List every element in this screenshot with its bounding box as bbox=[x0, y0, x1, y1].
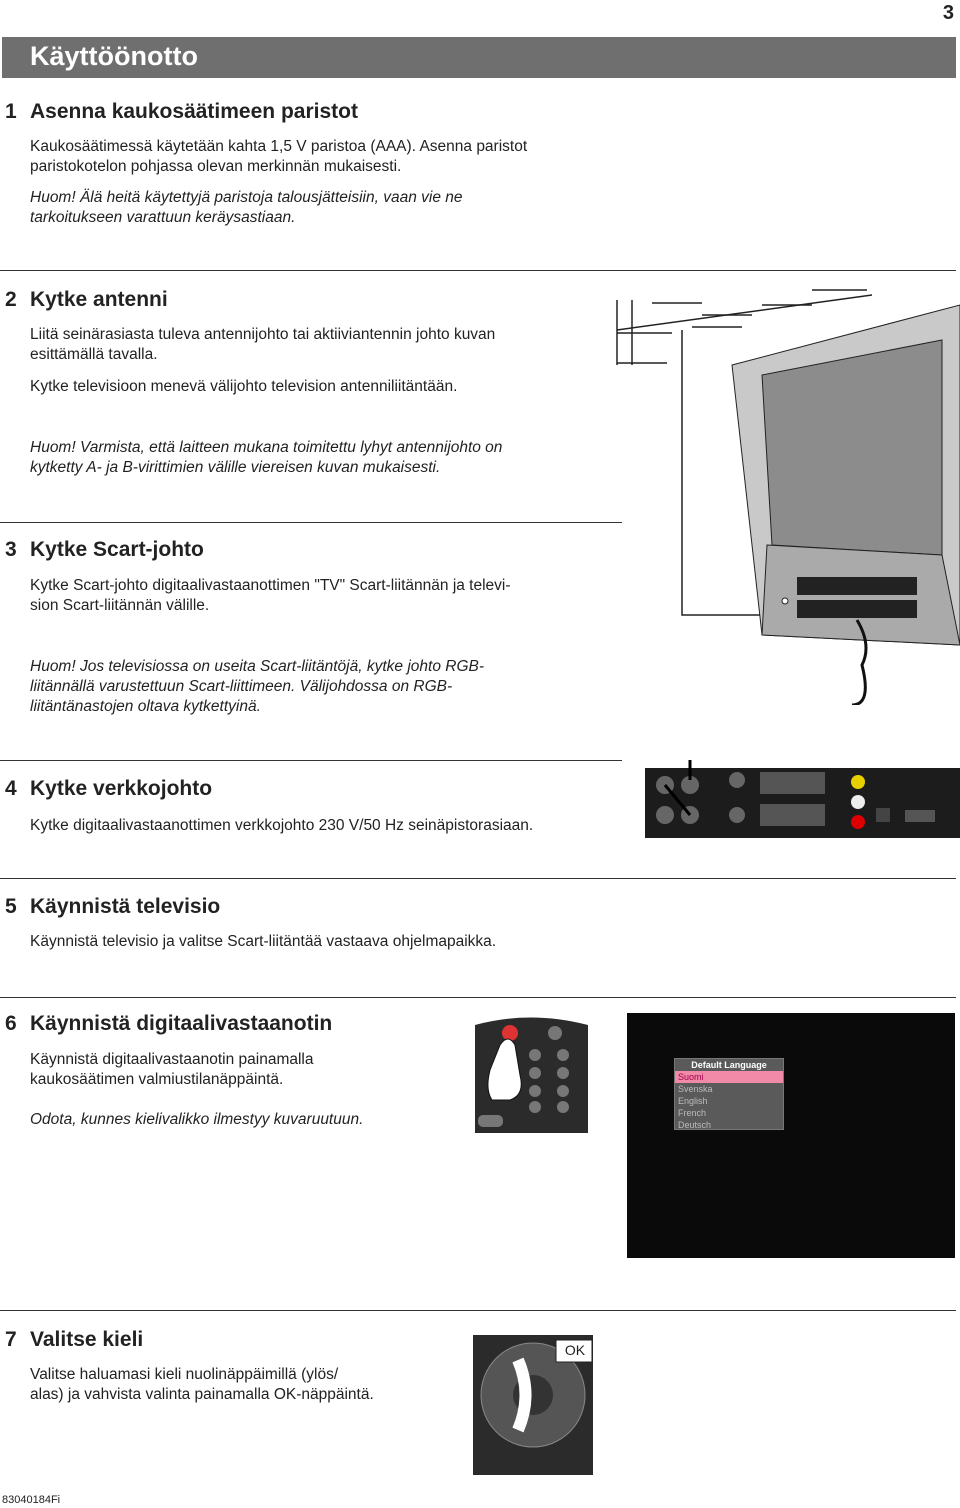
step-text: Kytke Scart-johto digitaalivastaanottimen "TV" Scart-liitännän ja televi- sion Scart-liitännän välille. bbox=[30, 577, 511, 614]
divider bbox=[0, 522, 622, 523]
step-text: Valitse haluamasi kieli nuolinäppäimillä (ylös/ alas) ja vahvista valinta painamalla OK-näppäintä. bbox=[30, 1366, 374, 1403]
step-text: Liitä seinärasiasta tuleva antennijohto tai aktiiviantennin johto kuvan esittämällä tavalla. Kytke televisioon menevä välijohto television antenniliitäntään. bbox=[30, 326, 496, 395]
title-bar bbox=[2, 37, 956, 78]
step-number: 6 bbox=[5, 1012, 17, 1035]
ok-label: OK bbox=[564, 1342, 586, 1358]
page-title: Käyttöönotto bbox=[30, 41, 198, 71]
step-note: Huom! Älä heitä käytettyjä paristoja talousjätteisiin, vaan vie ne tarkoitukseen varattuun keräysastiaan. bbox=[30, 189, 463, 226]
step-text: Kaukosäätimessä käytetään kahta 1,5 V paristoa (AAA). Asenna paristot paristokotelon pohjassa olevan merkinnän mukaisesti. bbox=[30, 138, 528, 175]
step-number: 2 bbox=[5, 288, 17, 311]
divider bbox=[0, 1310, 956, 1311]
language-option[interactable]: Deutsch bbox=[678, 1120, 712, 1130]
step-number: 4 bbox=[5, 777, 17, 800]
step-note: Huom! Varmista, että laitteen mukana toimitettu lyhyt antennijohto on kytketty A- ja B-virittimien välille viereisen kuvan mukaisesti. bbox=[30, 439, 503, 476]
step-text: Käynnistä televisio ja valitse Scart-liitäntää vastaava ohjelmapaikka. bbox=[30, 933, 497, 950]
antenna-tv-illustration bbox=[612, 285, 960, 705]
receiver-back-panel bbox=[640, 760, 960, 842]
step-heading: Valitse kieli bbox=[30, 1328, 144, 1351]
tv-screen bbox=[627, 1013, 955, 1258]
divider bbox=[0, 878, 956, 879]
step-text: Käynnistä digitaalivastaanotin painamalla kaukosäätimen valmiustilanäppäintä. bbox=[30, 1051, 314, 1088]
remote-standby-illustration bbox=[470, 1015, 592, 1135]
language-option[interactable]: French bbox=[678, 1108, 707, 1118]
step-heading: Käynnistä digitaalivastaanotin bbox=[30, 1012, 333, 1035]
step-heading: Käynnistä televisio bbox=[30, 895, 221, 918]
divider bbox=[0, 997, 956, 998]
step-heading: Kytke Scart-johto bbox=[30, 538, 204, 561]
step-note: Huom! Jos televisiossa on useita Scart-liitäntöjä, kytke johto RGB- liitännällä varustettuun Scart-liittimeen. Välijohdossa on RGB- liitäntänastojen oltava kytkettyinä. bbox=[30, 658, 484, 715]
language-menu bbox=[674, 1058, 784, 1130]
step-number: 5 bbox=[5, 895, 17, 918]
language-option[interactable]: English bbox=[678, 1096, 708, 1106]
step-note: Odota, kunnes kielivalikko ilmestyy kuvaruutuun. bbox=[30, 1111, 364, 1128]
step-number: 7 bbox=[5, 1328, 17, 1351]
divider bbox=[0, 270, 956, 271]
step-heading: Kytke verkkojohto bbox=[30, 777, 213, 800]
page-number: 3 bbox=[942, 2, 954, 24]
language-menu-title: Default Language bbox=[691, 1060, 767, 1070]
step-text: Kytke digitaalivastaanottimen verkkojohto 230 V/50 Hz seinäpistorasiaan. bbox=[30, 817, 534, 834]
step-number: 3 bbox=[5, 538, 17, 561]
step-heading: Kytke antenni bbox=[30, 288, 168, 311]
document-code: 83040184Fi bbox=[2, 1494, 61, 1506]
language-option[interactable]: Svenska bbox=[678, 1084, 713, 1094]
step-number: 1 bbox=[5, 100, 17, 123]
divider bbox=[0, 760, 622, 761]
step-heading: Asenna kaukosäätimeen paristot bbox=[30, 100, 358, 123]
language-option-selected[interactable]: Suomi bbox=[675, 1071, 783, 1083]
